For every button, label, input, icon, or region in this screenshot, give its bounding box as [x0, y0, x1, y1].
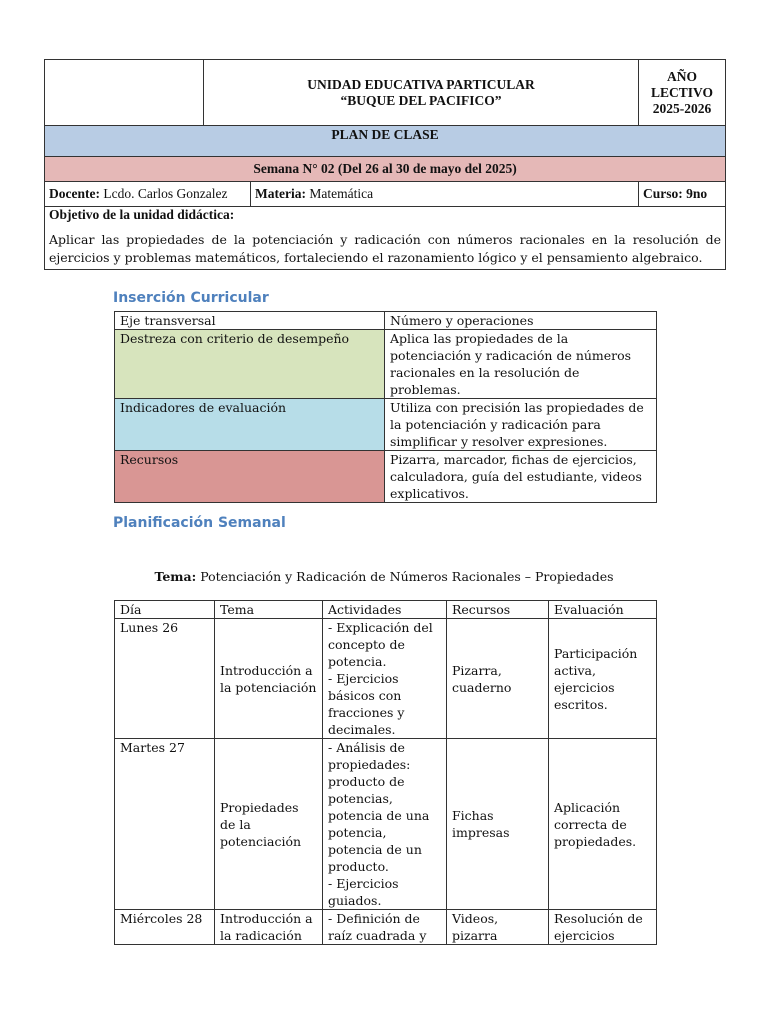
row-actividades: - Explicación del concepto de potencia. - Ejercicios básicos con fracciones y decimales. — [323, 619, 447, 739]
row-tema: Introducción a la radicación — [215, 910, 323, 945]
recursos-value: Pizarra, marcador, fichas de ejercicios, calculadora, guía del estudiante, videos explicativos. — [385, 451, 657, 503]
school-name-cell — [204, 60, 639, 126]
table-header-row — [115, 601, 657, 619]
week-title: Semana N° 02 (Del 26 al 30 de mayo del 2025) — [45, 157, 726, 182]
row-recursos: Fichas impresas — [447, 739, 549, 910]
insercion-title: Inserción Curricular — [113, 290, 269, 306]
row-recursos: Pizarra, cuaderno — [447, 619, 549, 739]
header-actividades: Actividades — [323, 601, 447, 619]
header-evaluacion: Evaluación — [549, 601, 657, 619]
objetivo-text: Aplicar las propiedades de la potenciación y radicación con números racionales en la resolución de ejercicios y problemas matemáticos, fortaleciendo el razonamiento lógico y el pensamiento algebraico. — [49, 232, 722, 265]
school-name-line2: “BUQUE DEL PACIFICO” — [340, 92, 502, 108]
objetivo-cell — [45, 207, 726, 270]
tema-line — [0, 569, 768, 584]
plan-title: PLAN DE CLASE — [45, 126, 726, 157]
row-dia: Lunes 26 — [115, 619, 215, 739]
materia-value: Matemática — [305, 186, 374, 201]
tema-value: Potenciación y Radicación de Números Racionales – Propiedades — [196, 569, 614, 584]
indicadores-label: Indicadores de evaluación — [115, 399, 385, 451]
header-dia: Día — [115, 601, 215, 619]
row-tema: Introducción a la potenciación — [215, 619, 323, 739]
row-evaluacion: Participación activa, ejercicios escritos. — [549, 619, 657, 739]
recursos-label: Recursos — [115, 451, 385, 503]
docente-label: Docente: — [49, 186, 100, 201]
curso-cell: Curso: 9no — [639, 182, 726, 207]
row-actividades: - Análisis de propiedades: producto de potencias, potencia de una potencia, potencia de un producto. - Ejercicios guiados. — [323, 739, 447, 910]
row-dia: Martes 27 — [115, 739, 215, 910]
table-row — [115, 619, 657, 739]
header-recursos: Recursos — [447, 601, 549, 619]
row-evaluacion: Resolución de ejercicios — [549, 910, 657, 945]
indicadores-value: Utiliza con precisión las propiedades de la potenciación y radicación para simplificar y resolver expresiones. — [385, 399, 657, 451]
weekly-table — [114, 600, 657, 945]
eje-label: Eje transversal — [115, 312, 385, 330]
row-dia: Miércoles 28 — [115, 910, 215, 945]
materia-label: Materia: — [255, 186, 306, 201]
eje-value: Número y operaciones — [385, 312, 657, 330]
row-actividades: - Definición de raíz cuadrada y — [323, 910, 447, 945]
header-tema: Tema — [215, 601, 323, 619]
school-year-label: AÑO LECTIVO — [651, 68, 714, 100]
row-evaluacion: Aplicación correcta de propiedades. — [549, 739, 657, 910]
school-year-value: 2025-2026 — [652, 100, 712, 116]
docente-value: Lcdo. Carlos Gonzalez — [99, 186, 228, 201]
school-name-line1: UNIDAD EDUCATIVA PARTICULAR — [307, 76, 535, 92]
objetivo-label: Objetivo de la unidad didáctica: — [49, 207, 235, 222]
destreza-value: Aplica las propiedades de la potenciación y radicación de números racionales en la resolución de problemas. — [385, 330, 657, 399]
row-tema: Propiedades de la potenciación — [215, 739, 323, 910]
table-row — [115, 910, 657, 945]
logo-cell — [45, 60, 204, 126]
docente-cell — [45, 182, 251, 207]
tema-label: Tema: — [154, 569, 197, 584]
materia-cell — [251, 182, 639, 207]
school-year-cell — [639, 60, 726, 126]
planificacion-title: Planificación Semanal — [113, 515, 286, 531]
table-row — [115, 739, 657, 910]
destreza-label: Destreza con criterio de desempeño — [115, 330, 385, 399]
insercion-table — [114, 311, 657, 503]
row-recursos: Videos, pizarra — [447, 910, 549, 945]
header-table — [44, 59, 726, 270]
